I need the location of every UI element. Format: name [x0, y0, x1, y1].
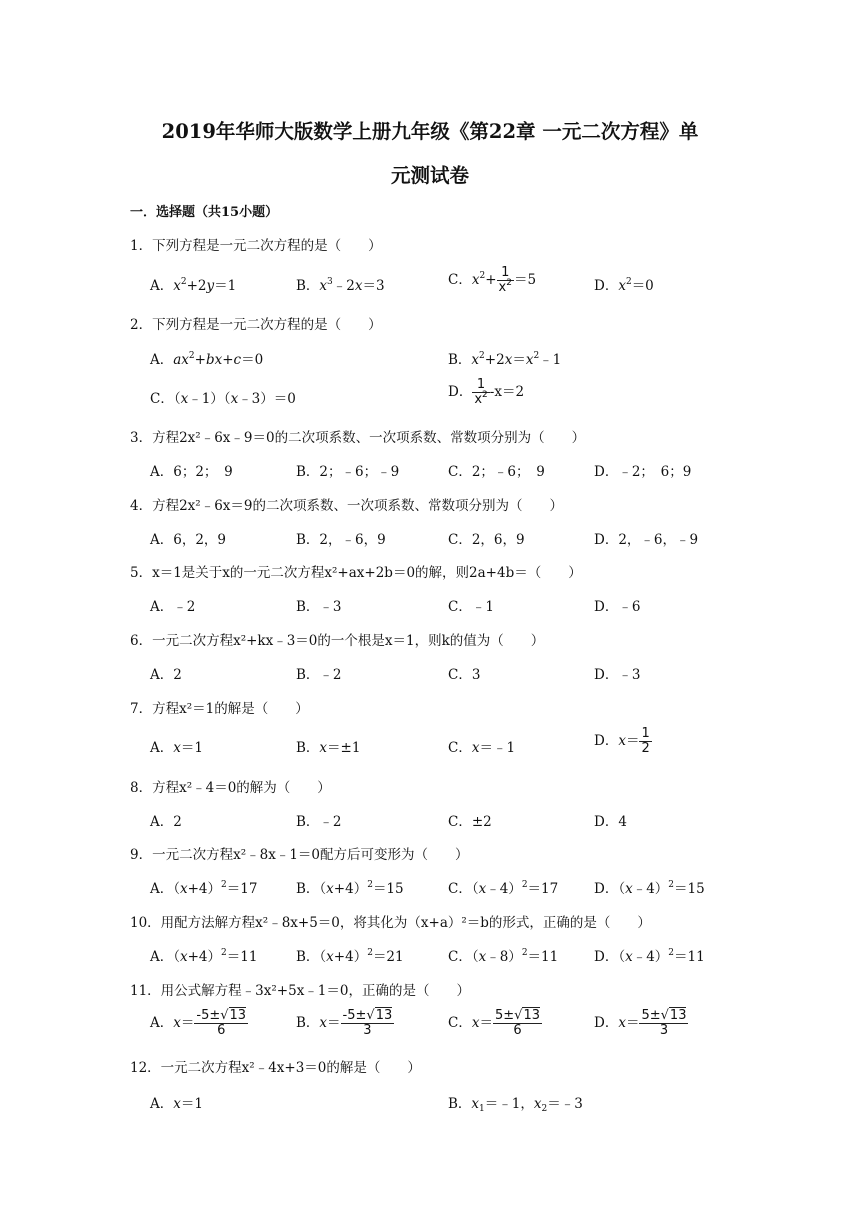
q7-option-c: C．x＝﹣1 — [448, 740, 516, 756]
q6-option-a: A．2 — [150, 667, 182, 683]
question-9-stem: 9．一元二次方程x²﹣8x﹣1＝0配方后可变形为（ ） — [130, 847, 469, 863]
section-heading: 一．选择题（共15小题） — [130, 205, 279, 220]
q6-option-b: B．﹣2 — [296, 667, 342, 683]
q5-option-b: B．﹣3 — [296, 599, 342, 615]
fraction: $\frac{5\pm√13}{6}$ — [494, 1008, 540, 1038]
fraction: $\frac{1}{2}$ — [641, 726, 650, 756]
q8-option-d: D．4 — [594, 814, 627, 830]
question-1-stem: 1．下列方程是一元二次方程的是（ ） — [130, 238, 382, 254]
q9-option-c: C．（x﹣4）$^2$＝17 — [448, 880, 559, 897]
q10-option-c: C．（x﹣8）$^2$＝11 — [448, 948, 559, 965]
q9-option-a: A．$(x+4)^2=17$ — [150, 880, 258, 897]
question-10-stem: 10．用配方法解方程x²﹣8x+5＝0，将其化为（x+a）²＝b的形式，正确的是（ ） — [130, 915, 651, 931]
q10-option-d: D．（x﹣4）$^2$＝11 — [594, 948, 705, 965]
q1-option-b: B．$x^3﹣2x=3$ — [296, 277, 385, 294]
question-3-stem: 3．方程2x²﹣6x﹣9＝0的二次项系数、一次项系数、常数项分别为（ ） — [130, 430, 586, 446]
fraction: $\frac{1}{x^2}$ — [498, 265, 512, 295]
q7-option-b: B．x＝±1 — [296, 740, 361, 756]
question-5-stem: 5．x＝1是关于x的一元二次方程x²+ax+2b＝0的解，则2a+4b＝（ ） — [130, 565, 582, 581]
q9-option-d: D．（x﹣4）$^2$＝15 — [594, 880, 705, 897]
document-title-line1: 2019年华师大版数学上册九年级《第22章 一元二次方程》单 — [161, 120, 699, 143]
q4-option-b: B．2，﹣6，9 — [296, 532, 386, 548]
q2-option-c: C．（x﹣1）（x﹣3）＝0 — [150, 391, 296, 407]
q9-option-b: B．$(x+4)^2=15$ — [296, 880, 404, 897]
q3-option-a: A．6；2； 9 — [150, 464, 233, 480]
question-8-stem: 8．方程x²﹣4＝0的解为（ ） — [130, 780, 331, 796]
q12-option-a: A．x＝1 — [150, 1096, 203, 1112]
q2-option-d: D． $\frac{1}{x^2}$ -x＝2 — [448, 377, 525, 407]
q11-option-a: A．x＝ $\frac{-5\pm√13}{6}$ — [150, 1008, 247, 1038]
fraction: $\frac{-5\pm√13}{3}$ — [342, 1008, 393, 1038]
q1-option-a: A．$x^2+2y=1$ — [150, 277, 237, 294]
q8-option-b: B．﹣2 — [296, 814, 342, 830]
fraction: $\frac{1}{x^2}$ — [474, 377, 488, 407]
q10-option-b: B．$(x+4)^2=21$ — [296, 948, 404, 965]
q10-option-a: A．$(x+4)^2=11$ — [150, 948, 258, 965]
question-11-stem: 11．用公式解方程﹣3x²+5x﹣1＝0，正确的是（ ） — [130, 983, 470, 999]
q7-option-d: D．x＝ $\frac{1}{2}$ — [594, 726, 650, 756]
fraction: $\frac{-5\pm√13}{6}$ — [196, 1008, 247, 1038]
q8-option-c: C．±2 — [448, 814, 492, 830]
q1-option-c: C．$x^2+$ $\frac{1}{x^2}$ ＝5 — [448, 265, 537, 295]
q3-option-c: C．2；﹣6； 9 — [448, 464, 545, 480]
fraction: $\frac{5\pm√13}{3}$ — [641, 1008, 687, 1038]
question-4-stem: 4．方程2x²﹣6x＝9的二次项系数、一次项系数、常数项分别为（ ） — [130, 498, 563, 514]
q4-option-a: A．6，2，9 — [150, 532, 227, 548]
question-6-stem: 6．一元二次方程x²+kx﹣3＝0的一个根是x＝1，则k的值为（ ） — [130, 633, 545, 649]
q5-option-c: C．﹣1 — [448, 599, 494, 615]
q5-option-a: A．﹣2 — [150, 599, 196, 615]
q6-option-c: C．3 — [448, 667, 481, 683]
q4-option-c: C．2，6，9 — [448, 532, 525, 548]
q2-option-b: B．$x^2+2x=x^2﹣1$ — [448, 351, 562, 368]
q7-option-a: A．x＝1 — [150, 740, 203, 756]
q12-option-b: B．$x_1=﹣1$，$x_2=﹣3$ — [448, 1096, 583, 1114]
q11-option-b: B．x＝ $\frac{-5\pm√13}{3}$ — [296, 1008, 393, 1038]
question-12-stem: 12．一元二次方程x²﹣4x+3＝0的解是（ ） — [130, 1060, 421, 1076]
q11-option-c: C．x＝ $\frac{5\pm√13}{6}$ — [448, 1008, 540, 1038]
q3-option-d: D．﹣2； 6；9 — [594, 464, 692, 480]
q8-option-a: A．2 — [150, 814, 182, 830]
q1-option-d: D．$x^2=0$ — [594, 277, 654, 294]
q2-option-a: A．$ax^2+bx+c=0$ — [150, 351, 264, 368]
q5-option-d: D．﹣6 — [594, 599, 641, 615]
q11-option-d: D．x＝ $\frac{5\pm√13}{3}$ — [594, 1008, 687, 1038]
q3-option-b: B．2；﹣6；﹣9 — [296, 464, 400, 480]
question-7-stem: 7．方程x²＝1的解是（ ） — [130, 701, 309, 717]
document-title-line2: 元测试卷 — [390, 164, 469, 187]
q4-option-d: D．2，﹣6，﹣9 — [594, 532, 699, 548]
q6-option-d: D．﹣3 — [594, 667, 641, 683]
question-2-stem: 2．下列方程是一元二次方程的是（ ） — [130, 317, 382, 333]
